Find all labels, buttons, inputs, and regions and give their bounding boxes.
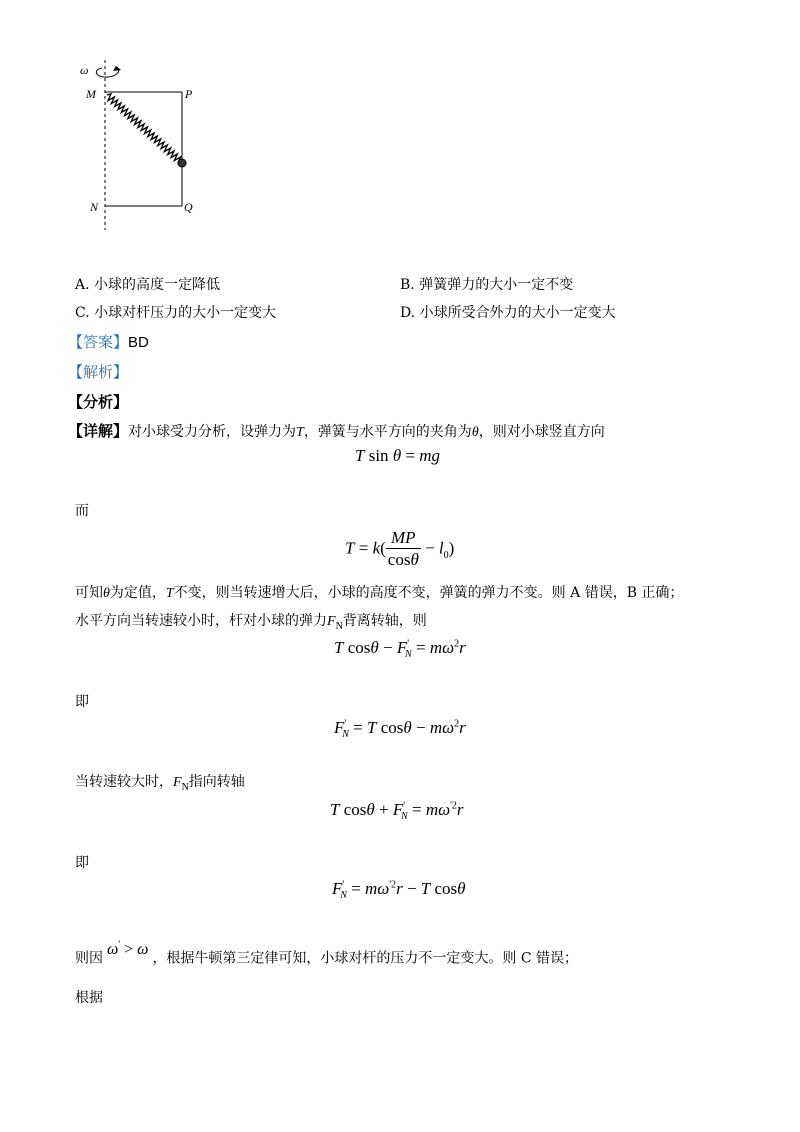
option-a: A. 小球的高度一定降低	[75, 277, 221, 293]
k4-text-b: ，根据牛顿第三定律可知，小球对杆的压力不一定变大。则 C 错误；	[152, 950, 579, 967]
option-b: B. 弹簧弹力的大小一定不变	[400, 277, 574, 293]
k3-text-b: 指向转轴	[188, 774, 245, 790]
label-n: N	[90, 200, 99, 214]
detail-text-2: ，弹簧与水平方向的夹角为	[303, 424, 472, 440]
analysis-label: 【解析】	[68, 363, 129, 381]
text-line-k4	[75, 940, 579, 968]
var-theta: θ	[471, 425, 479, 440]
er-text: 而	[75, 503, 89, 519]
detail-text-1: 对小球受力分析，设弹力为	[128, 424, 297, 440]
detail-line-1	[68, 421, 605, 443]
option-c: C. 小球对杆压力的大小一定变大	[75, 305, 277, 321]
equation-3: T $\cos\theta - F'_N = m\omega^2r$	[334, 638, 466, 661]
spring-coil	[107, 94, 181, 164]
omega-label: ω	[80, 63, 89, 77]
k2-F: F	[327, 614, 336, 629]
detail-text-3: ，则对小球竖直方向	[478, 424, 605, 440]
answer-label: 【答案】	[68, 333, 129, 351]
spring	[107, 94, 181, 164]
k2-text-b: 背离转轴，则	[342, 613, 427, 629]
ji-text-2: 即	[75, 855, 89, 871]
text-line-k1	[75, 583, 683, 604]
genju-text: 根据	[75, 990, 103, 1006]
equation-5: T $\cos\theta + F'_N = m\omega^{'2}r$	[330, 800, 464, 823]
k1-text-c: 不变，则当转速增大后，小球的高度不变，弹簧的弹力不变。则 A 错误，B 正确；	[173, 585, 684, 601]
answer-line	[68, 332, 149, 353]
equation-1: T sin θ = mg	[355, 446, 441, 465]
k2-text-a: 水平方向当转速较小时，杆对小球的弹力	[75, 613, 327, 629]
k3-text-a: 当转速较大时，	[75, 774, 173, 790]
figure-diagram	[78, 58, 208, 233]
equation-4: $F'_N = T$ $\cos\theta - m\omega^2r$	[334, 718, 466, 741]
k2-sub: N	[335, 620, 343, 632]
text-line-k2	[75, 611, 427, 637]
figure	[78, 58, 208, 233]
equation-2: T = k( $\frac{MP}{\cos\theta}$ − $l_0$)	[345, 528, 455, 569]
k1-text-a: 可知	[75, 585, 103, 601]
k3-sub: N	[181, 781, 189, 793]
k1-text-b: 为定值，	[109, 585, 166, 601]
arrowhead-icon	[113, 66, 121, 71]
k1-T: T	[165, 586, 174, 601]
ji-text-1: 即	[75, 694, 89, 710]
inline-inequality: ω' > ω	[107, 940, 149, 959]
k3-F: F	[173, 775, 182, 790]
label-p: P	[185, 87, 193, 101]
text-line-k3	[75, 772, 245, 798]
ball	[178, 159, 186, 167]
label-m: M	[86, 87, 96, 101]
equation-6: $F'_N = m\omega^{'2}r - T$ cosθ	[332, 879, 466, 902]
answer-value: BD	[128, 334, 149, 351]
fenxi-label: 【分析】	[68, 393, 129, 411]
k1-theta: θ	[103, 586, 110, 601]
k4-text-a: 则因	[75, 950, 103, 967]
detail-label: 【详解】	[68, 422, 129, 440]
var-T: T	[296, 425, 304, 440]
label-q: Q	[184, 200, 193, 214]
option-d: D. 小球所受合外力的大小一定变大	[400, 305, 616, 321]
